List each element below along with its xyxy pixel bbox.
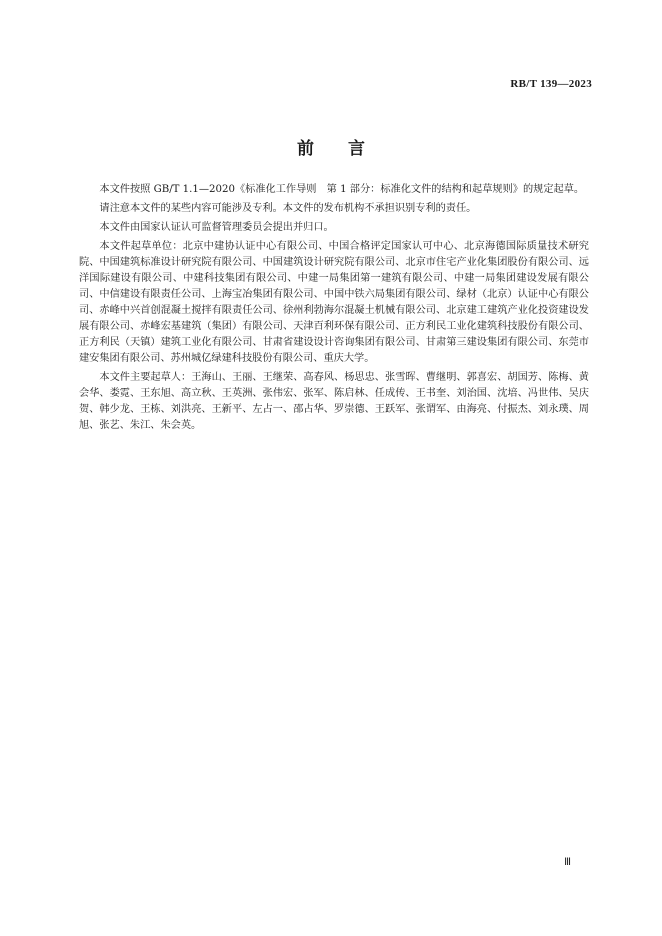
paragraph-proposer: 本文件由国家认证认可监督管理委员会提出并归口。 [99,222,334,233]
preface-body [79,182,589,437]
paragraph-patent-notice: 请注意本文件的某些内容可能涉及专利。本文件的发布机构不承担识别专利的责任。 [99,203,477,214]
document-code: RB/T 139—2023 [510,78,592,90]
paragraph-drafting-rules: 本文件按照 GB/T 1.1—2020《标准化工作导则 第 1 部分：标准化文件的结构和起草规则》的规定起草。 [99,184,585,195]
page-title: 前言 [297,139,399,159]
paragraph-drafting-units: 本文件起草单位：北京中建协认证中心有限公司、中国合格评定国家认可中心、北京海德国际质量技术研究院、中国建筑标准设计研究院有限公司、中国建筑设计研究院有限公司、北京市住宅产业化集团股份有限公司、远洋国际建设有限公司、中建科技集团有限公司、中建一局集团第一建筑有限公司、中建一局集团建设发展有限公司、中信建设有限责任公司、上海宝冶集团有限公司、中国中铁六局集团有限公司、绿材（北京）认证中心有限公司、赤峰中兴首创混凝土搅拌有限责任公司、徐州利勃海尔混凝土机械有限公司、北京建工建筑产业化投资建设发展有限公司、赤峰宏基建筑（集团）有限公司、天津百利环保有限公司、正方利民工业化建筑科技股份有限公司、正方利民（天镇）建筑工业化有限公司、甘肃省建设设计咨询集团有限公司、甘肃第三建设集团有限公司、东莞市建安集团有限公司、苏州城亿绿建科技股份有限公司、重庆大学。 [79,241,589,364]
page-number: Ⅲ [564,857,571,868]
paragraph-main-drafters: 本文件主要起草人：王海山、王丽、王继荣、高春风、杨思忠、张雪晖、曹继明、郭喜宏、胡国芳、陈梅、黄会华、娄霓、王东旭、高立秋、王英洲、张伟宏、张军、陈启林、任成传、王书奎、刘治国、沈培、冯世伟、吴庆贺、韩少龙、王栋、刘洪亮、王新平、左占一、邵占华、罗崇德、王跃军、张谓军、由海亮、付振杰、刘永璞、周旭、张艺、朱江、朱会英。 [79,372,589,431]
